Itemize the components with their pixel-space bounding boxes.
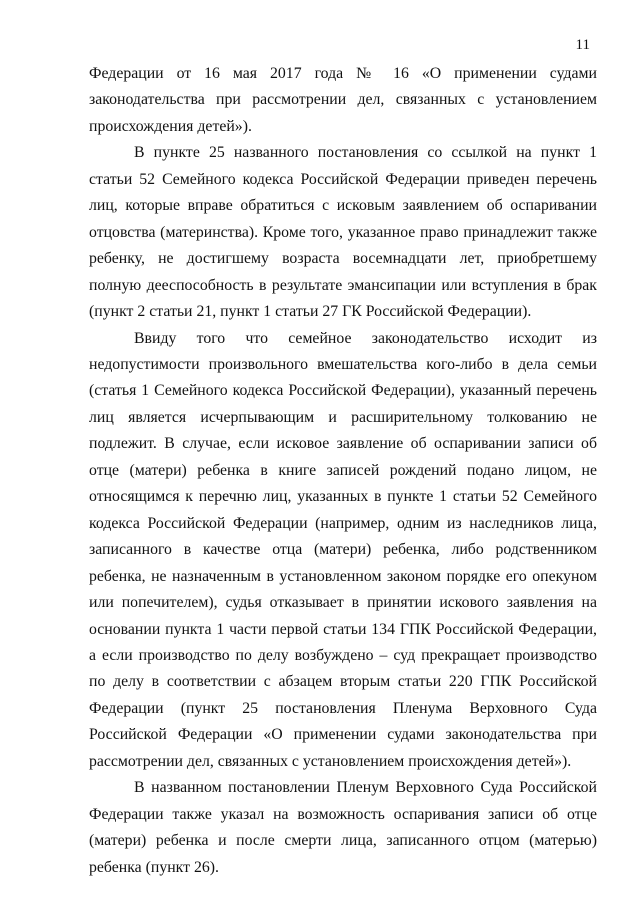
paragraph-2: В пункте 25 названного постановления со ссылкой на пункт 1 статьи 52 Семейного кодекса Российской Федерации приведен перечень лиц, которые вправе обратиться с исковым заявлением об оспаривании отцовства (материнства). Кроме того, указанное право принадлежит также ребенку, не достигшему возраста восемнадцати лет, приобретшему полную дееспособность в результате эмансипации или вступления в брак (пункт 2 статьи 21, пункт 1 статьи 27 ГК Российской Федерации). [89,144,597,321]
paragraph-3: Ввиду того что семейное законодательство исходит из недопустимости произвольного вмешательства кого-либо в дела семьи (статья 1 Семейного кодекса Российской Федерации), указанный перечень лиц является исчерпывающим и расширительному толкованию не подлежит. В случае, если исковое заявление об оспаривании записи об отце (матери) ребенка в книге записей рождений подано лицом, не относящимся к перечню лиц, указанных в пункте 1 статьи 52 Семейного кодекса Российской Федерации (например, одним из наследников лица, записанного в качестве отца (матери) ребенка, либо родственником ребенка, не назначенным в установленном законом порядке его опекуном или попечителем), судья отказывает в принятии искового заявления на основании пункта 1 части первой статьи 134 ГПК Российской Федерации, а если производство по делу возбуждено – суд прекращает производство по делу в соответствии с абзацем вторым статьи 220 ГПК Российской Федерации (пункт 25 постановления Пленума Верховного Суда Российской Федерации «О применении судами законодательства при рассмотрении дел, связанных с установлением происхождения детей»). [89,329,597,770]
paragraph-1: Федерации от 16 мая 2017 года № 16 «О применении судами законодательства при рассмотрении дел, связанных с установлением происхождения детей»). [89,65,597,135]
document-body [89,61,597,881]
page-number: 11 [575,37,590,53]
paragraph-4: В названном постановлении Пленум Верховного Суда Российской Федерации также указал на возможность оспаривания записи об отце (матери) ребенка и после смерти лица, записанного отцом (матерью) ребенка (пункт 26). [89,779,597,876]
